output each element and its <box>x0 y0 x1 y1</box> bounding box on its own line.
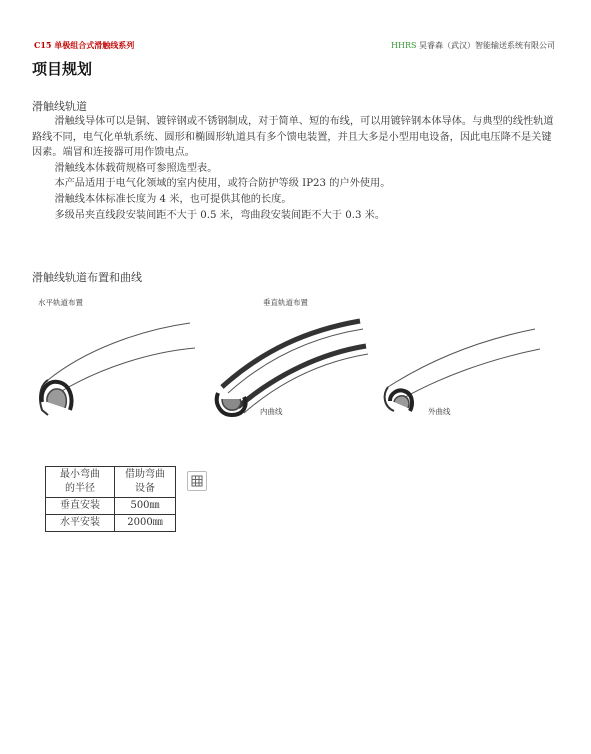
table-header-cell: 借助弯曲 设备 <box>115 467 176 498</box>
table-row <box>46 498 176 515</box>
header-series-title: C15 单极组合式滑触线系列 <box>34 40 135 50</box>
table-cell: 水平安装 <box>46 515 115 532</box>
table-cell: 2000㎜ <box>115 515 176 532</box>
table-cell: 500㎜ <box>115 498 176 515</box>
outer-curve-rail-illustration <box>380 315 550 425</box>
horizontal-rail-illustration <box>30 310 205 425</box>
paragraph: 滑触线本体载荷规格可参照选型表。 <box>54 162 218 174</box>
paragraph: 本产品适用于电气化领域的室内使用，或符合防护等级 IP23 的户外使用。 <box>54 178 391 190</box>
caption-outer-curve: 外曲线 <box>428 407 451 416</box>
paragraph: 多级吊夹直线段安装间距不大于 0.5 米，弯曲段安装间距不大于 0.3 米。 <box>54 209 386 221</box>
vertical-rail-illustration <box>208 315 373 425</box>
bend-radius-table <box>45 466 176 532</box>
table-cell: 垂直安装 <box>46 498 115 515</box>
paragraph: 滑触线导体可以是铜、镀锌钢或不锈钢制成，对于简单、短的布线，可以用镀锌钢本体导体。与典型的线性轨道路线不同，电气化单轨系统、圆形和椭圆形轨道具有多个馈电装置，并且大多是小型用电设备，因此电压降不是关键因素。端冒和连接器可用作馈电点。 <box>32 116 554 159</box>
table-row <box>46 515 176 532</box>
table-header-cell: 最小弯曲 的半径 <box>46 467 115 498</box>
rail-description <box>32 114 560 223</box>
header-brand: HHRS <box>390 41 417 50</box>
caption-vertical: 垂直轨道布置 <box>263 298 308 307</box>
header-company-name: 昊睿森（武汉）智能输送系统有限公司 <box>419 41 555 50</box>
section-heading-rail: 滑触线轨道 <box>32 100 87 113</box>
table-settings-icon[interactable] <box>187 471 207 491</box>
caption-inner-curve: 内曲线 <box>260 407 283 416</box>
paragraph: 滑触线本体标准长度为 4 米，也可提供其他的长度。 <box>54 193 292 205</box>
section-heading-layout: 滑触线轨道布置和曲线 <box>32 271 142 284</box>
caption-horizontal: 水平轨道布置 <box>38 298 83 307</box>
page-title: 项目规划 <box>32 60 93 78</box>
table-header-row <box>46 467 176 498</box>
header-company <box>391 40 555 51</box>
